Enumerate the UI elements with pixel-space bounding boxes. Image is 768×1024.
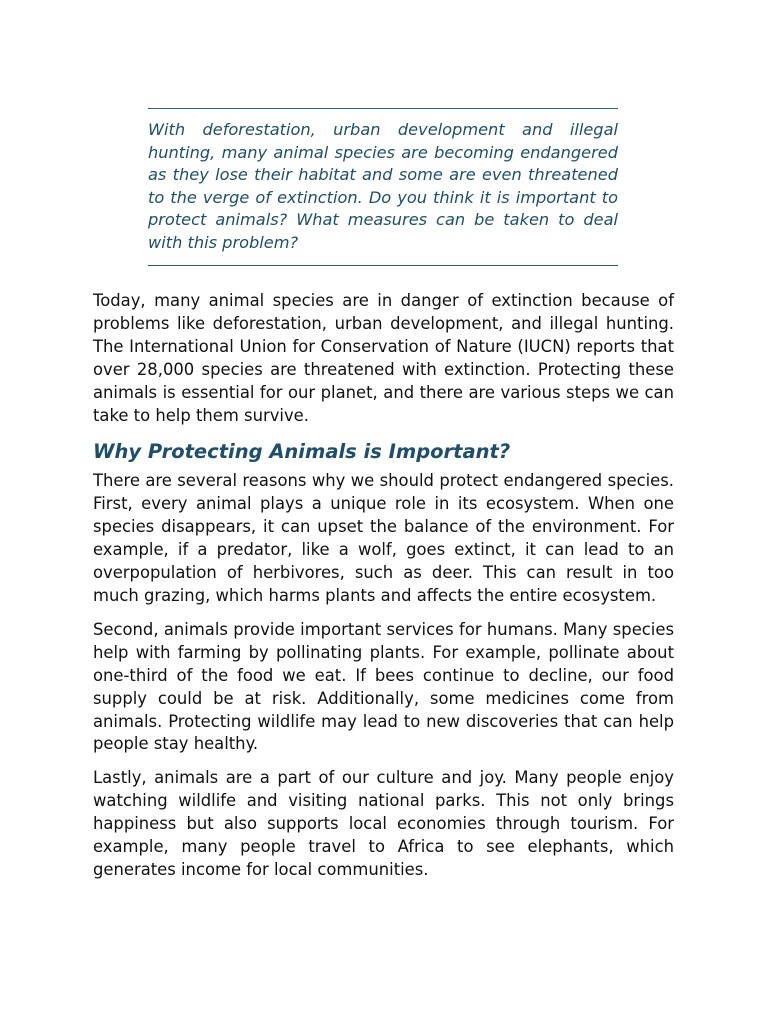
section-heading: Why Protecting Animals is Important?	[93, 440, 511, 464]
body-paragraph-1: There are several reasons why we should protect endangered species. First, every animal plays a unique role in its ecosystem. When one species disappears, it can upset the balance of the environment. For example, if a predator, like a wolf, goes extinct, it can lead to an overpopulation of herbivores, such as deer. This can result in too much grazing, which harms plants and affects the entire ecosystem.	[93, 471, 674, 605]
body-paragraph-2: Second, animals provide important services for humans. Many species help with farming by pollinating plants. For example, pollinate about one-third of the food we eat. If bees continue to decline, our food supply could be at risk. Additionally, some medicines come from animals. Protecting wildlife may lead to new discoveries that can help people stay healthy.	[93, 619, 674, 754]
discussion-prompt-box	[148, 108, 618, 266]
body-paragraph-3: Lastly, animals are a part of our culture and joy. Many people enjoy watching wildlife and visiting national parks. This not only brings happiness but also supports local economies through tourism. For example, many people travel to Africa to see elephants, which generates income for local communities.	[93, 768, 674, 879]
discussion-prompt-text: With deforestation, urban development and illegal hunting, many animal species are becoming endangered as they lose their habitat and some are even threatened to the verge of extinction. Do you think it is important to protect animals? What measures can be taken to deal with this problem?	[148, 120, 618, 252]
intro-paragraph: Today, many animal species are in danger of extinction because of problems like deforestation, urban development, and illegal hunting. The International Union for Conservation of Nature (IUCN) reports that over 28,000 species are threatened with extinction. Protecting these animals is essential for our planet, and there are various steps we can take to help them survive.	[93, 291, 674, 425]
essay-body	[93, 290, 674, 893]
